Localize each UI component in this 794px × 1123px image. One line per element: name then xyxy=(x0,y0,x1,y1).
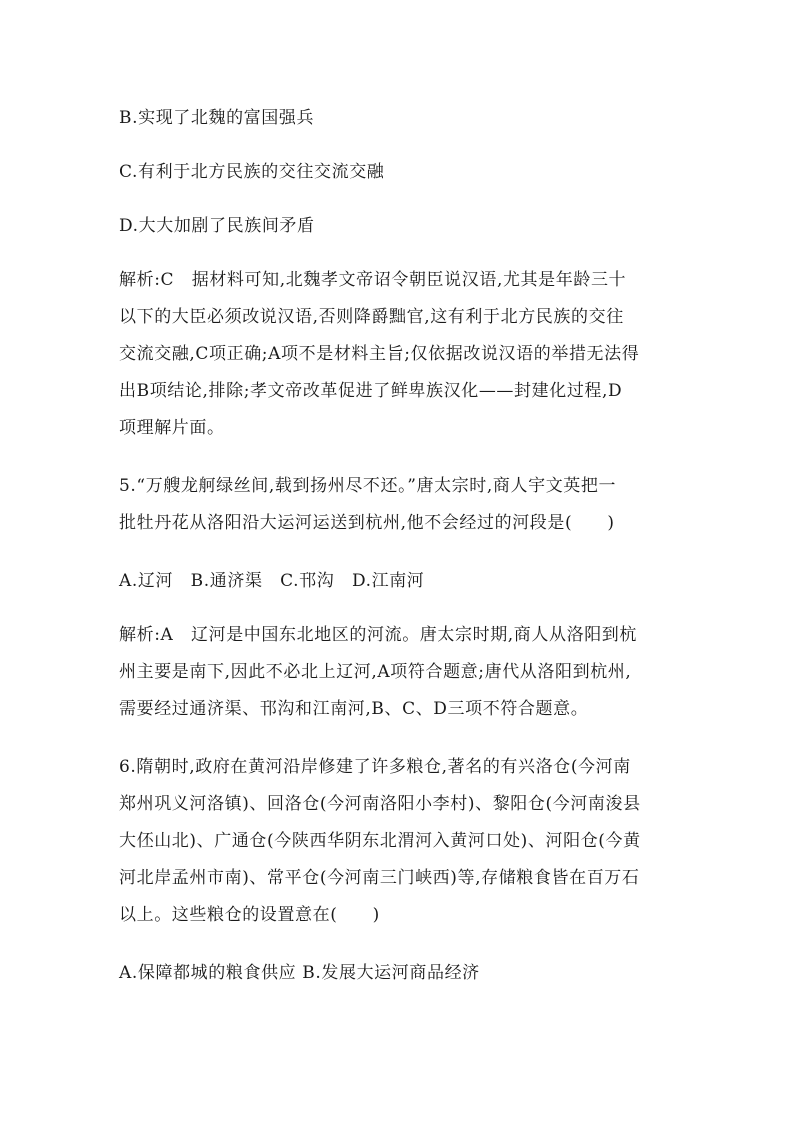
question-line: 5.“万艘龙舸绿丝间,载到扬州尽不还。”唐太宗时,商人宇文英把一 xyxy=(119,476,617,496)
q5-options xyxy=(119,563,679,600)
document-content xyxy=(119,100,679,1009)
option-text: C.有利于北方民族的交往交流交融 xyxy=(119,162,385,182)
question-line: 郑州巩义河洛镇)、回洛仓(今河南洛阳小李村)、黎阳仓(今河南浚县 xyxy=(119,794,641,814)
q5-stem xyxy=(119,468,679,542)
q4-option-d xyxy=(119,208,679,245)
question-line: 6.隋朝时,政府在黄河沿岸修建了许多粮仓,著名的有兴洛仓(今河南 xyxy=(119,757,631,777)
q4-option-c xyxy=(119,154,679,191)
question-line: 以上。这些粮仓的设置意在( ) xyxy=(119,905,380,925)
q4-analysis xyxy=(119,262,679,447)
q4-option-b xyxy=(119,100,679,137)
options-line: A.辽河 B.通济渠 C.邗沟 D.江南河 xyxy=(119,571,425,591)
q6-stem xyxy=(119,749,679,934)
analysis-line: 交流交融,C项正确;A项不是材料主旨;仅依据改说汉语的举措无法得 xyxy=(119,344,640,364)
analysis-line: 解析:A 辽河是中国东北地区的河流。唐太宗时期,商人从洛阳到杭 xyxy=(119,625,638,645)
question-line: 河北岸孟州市南)、常平仓(今河南三门峡西)等,存储粮食皆在百万石 xyxy=(119,868,640,888)
q5-analysis xyxy=(119,617,679,728)
analysis-line: 需要经过通济渠、邗沟和江南河,B、C、D三项不符合题意。 xyxy=(119,699,589,719)
options-line: A.保障都城的粮食供应 B.发展大运河商品经济 xyxy=(119,963,480,983)
question-line: 批牡丹花从洛阳沿大运河运送到杭州,他不会经过的河段是( ) xyxy=(119,513,615,533)
analysis-line: 州主要是南下,因此不必北上辽河,A项符合题意;唐代从洛阳到杭州, xyxy=(119,662,632,682)
question-line: 大伾山北)、广通仓(今陕西华阴东北渭河入黄河口处)、河阳仓(今黄 xyxy=(119,831,641,851)
analysis-line: 解析:C 据材料可知,北魏孝文帝诏令朝臣说汉语,尤其是年龄三十 xyxy=(119,270,627,290)
analysis-line: 出B项结论,排除;孝文帝改革促进了鲜卑族汉化——封建化过程,D xyxy=(119,381,623,401)
q6-options xyxy=(119,955,679,992)
analysis-line: 以下的大臣必须改说汉语,否则降爵黜官,这有利于北方民族的交往 xyxy=(119,307,624,327)
option-text: B.实现了北魏的富国强兵 xyxy=(119,108,315,128)
analysis-line: 项理解片面。 xyxy=(119,418,225,438)
option-text: D.大大加剧了民族间矛盾 xyxy=(119,216,315,236)
